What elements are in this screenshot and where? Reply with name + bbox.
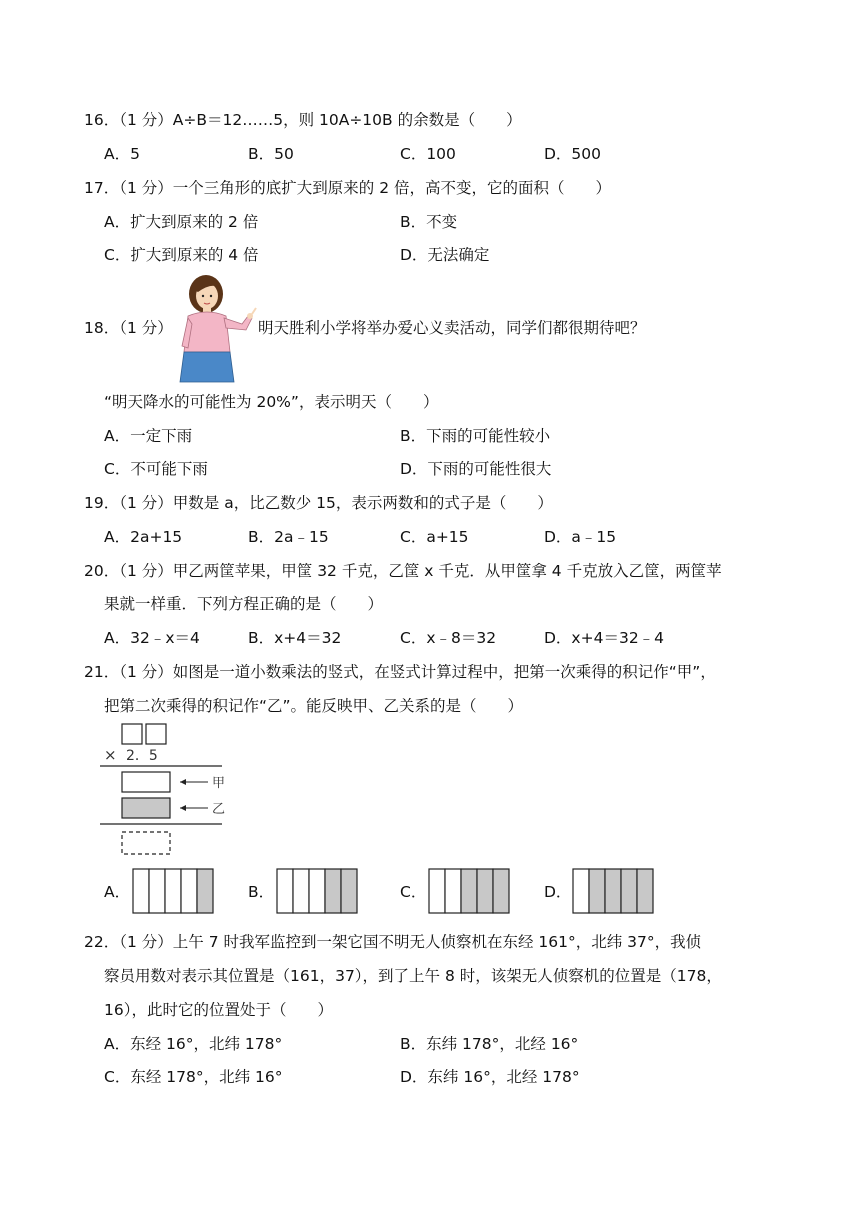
teacher-illustration: [176, 272, 258, 384]
empty-cell: [429, 869, 445, 913]
product-jia-box: [122, 772, 170, 792]
q21-option-c-diagram: [428, 868, 512, 914]
q17-option-b: B．不变: [400, 213, 458, 231]
q18-option-c: C．不可能下雨: [104, 460, 208, 478]
digit-box: [146, 724, 166, 744]
shaded-cell: [621, 869, 637, 913]
shaded-cell: [637, 869, 653, 913]
q18-line2: “明天降水的可能性为 20%”，表示明天（ ）: [104, 393, 439, 411]
q21-option-a-label: A．: [104, 883, 131, 901]
q21-option-d-diagram: [572, 868, 656, 914]
result-box: [122, 832, 170, 854]
shaded-cell: [341, 869, 357, 913]
q22-line3: 16），此时它的位置处于（ ）: [104, 1001, 333, 1019]
q16-option-b: B．50: [248, 145, 294, 163]
q21-option-b-diagram: [276, 868, 360, 914]
empty-cell: [445, 869, 461, 913]
q16-option-d: D．500: [544, 145, 602, 163]
empty-cell: [573, 869, 589, 913]
q20-line1: 20．（1 分）甲乙两筐苹果，甲筐 32 千克，乙筐 x 千克．从甲筐拿 4 千克放入乙筐，两筐苹: [84, 562, 722, 580]
q22-option-d: D．东纬 16°，北经 178°: [400, 1068, 580, 1086]
q17-option-c: C．扩大到原来的 4 倍: [104, 246, 259, 264]
empty-cell: [165, 869, 181, 913]
shaded-cell: [477, 869, 493, 913]
shaded-cell: [589, 869, 605, 913]
empty-cell: [277, 869, 293, 913]
q22-option-c: C．东经 178°，北纬 16°: [104, 1068, 283, 1086]
q18-option-d: D．下雨的可能性很大: [400, 460, 552, 478]
q16-stem: 16．（1 分）A÷B＝12……5，则 10A÷10B 的余数是（ ）: [84, 111, 522, 129]
q18-number: 18．（1 分）: [84, 319, 173, 337]
q18-stem: 明天胜利小学将举办爱心义卖活动，同学们都很期待吧？: [258, 319, 646, 337]
q21-line2: 把第二次乘得的积记作“乙”。能反映甲、乙关系的是（ ）: [104, 697, 524, 715]
q18-option-a: A．一定下雨: [104, 427, 193, 445]
q21-option-c-label: C．: [400, 883, 427, 901]
q17-stem: 17．（1 分）一个三角形的底扩大到原来的 2 倍，高不变，它的面积（ ）: [84, 179, 611, 197]
label-yi: 乙: [212, 802, 226, 817]
q18-option-b: B．下雨的可能性较小: [400, 427, 551, 445]
q16-option-c: C．100: [400, 145, 456, 163]
q20-option-b: B．x+4＝32: [248, 629, 342, 647]
q19-option-b: B．2a﹣15: [248, 528, 329, 546]
q17-option-a: A．扩大到原来的 2 倍: [104, 213, 259, 231]
q22-line2: 察员用数对表示其位置是（161，37），到了上午 8 时，该架无人侦察机的位置是（178，: [104, 967, 722, 985]
q21-option-d-label: D．: [544, 883, 572, 901]
q17-option-d: D．无法确定: [400, 246, 490, 264]
shaded-cell: [197, 869, 213, 913]
q22-line1: 22．（1 分）上午 7 时我军监控到一架它国不明无人侦察机在东经 161°，北纬 37°，我侦: [84, 933, 702, 951]
empty-cell: [293, 869, 309, 913]
q19-option-d: D．a﹣15: [544, 528, 617, 546]
q20-option-d: D．x+4＝32﹣4: [544, 629, 665, 647]
shaded-cell: [325, 869, 341, 913]
q21-option-b-label: B．: [248, 883, 275, 901]
q20-option-a: A．32﹣x＝4: [104, 629, 200, 647]
q22-option-a: A．东经 16°，北纬 178°: [104, 1035, 283, 1053]
digit-box: [122, 724, 142, 744]
q19-option-c: C．a+15: [400, 528, 469, 546]
q16-option-a: A．5: [104, 145, 140, 163]
empty-cell: [309, 869, 325, 913]
empty-cell: [149, 869, 165, 913]
q20-line2: 果就一样重．下列方程正确的是（ ）: [104, 595, 384, 613]
times-sign: ×: [104, 746, 117, 764]
shaded-cell: [605, 869, 621, 913]
q20-option-c: C．x﹣8＝32: [400, 629, 497, 647]
shaded-cell: [461, 869, 477, 913]
label-jia: 甲: [212, 776, 226, 791]
multiplier-label: 2．5: [126, 748, 158, 764]
product-yi-box: [122, 798, 170, 818]
q21-option-a-diagram: [132, 868, 216, 914]
empty-cell: [181, 869, 197, 913]
q21-line1: 21．（1 分）如图是一道小数乘法的竖式，在竖式计算过程中，把第一次乘得的积记作“甲”，: [84, 663, 716, 681]
multiplication-figure: [96, 720, 232, 860]
q19-option-a: A．2a+15: [104, 528, 183, 546]
empty-cell: [133, 869, 149, 913]
shaded-cell: [493, 869, 509, 913]
q22-option-b: B．东纬 178°，北经 16°: [400, 1035, 579, 1053]
q19-stem: 19．（1 分）甲数是 a，比乙数少 15，表示两数和的式子是（ ）: [84, 494, 553, 512]
